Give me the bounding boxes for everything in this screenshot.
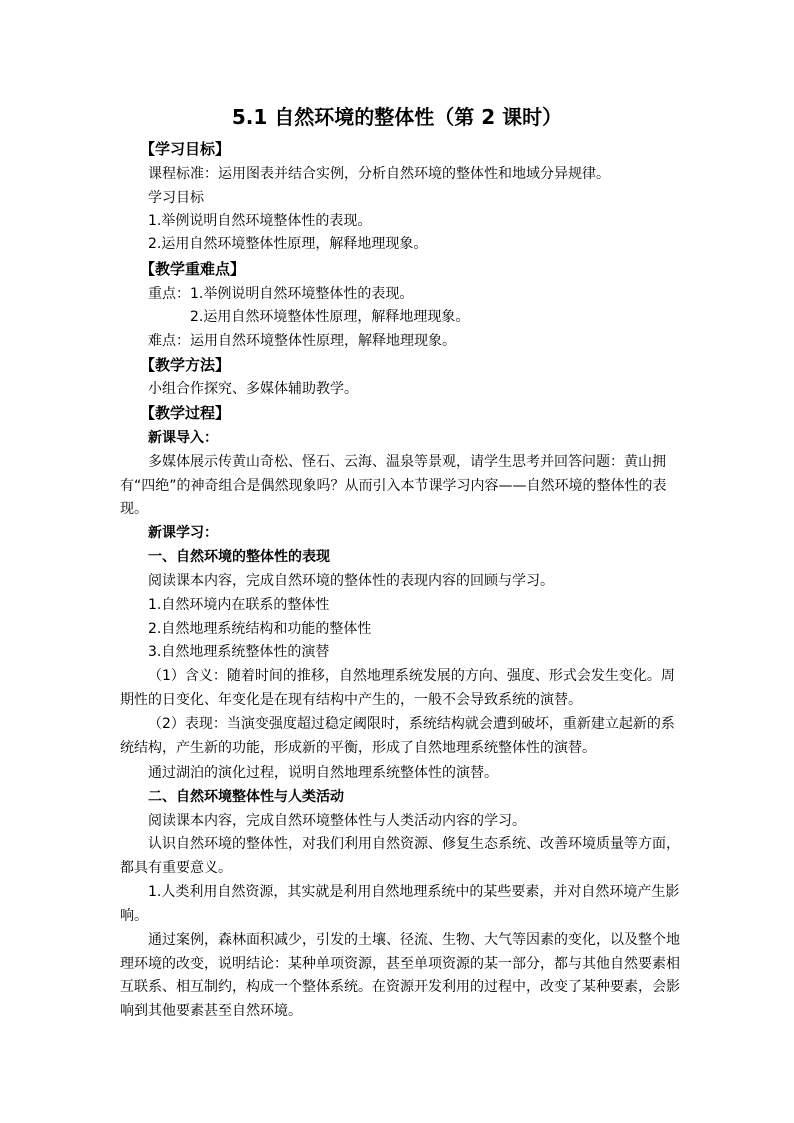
part2-case: 通过案例，森林面积减少，引发的土壤、径流、生物、大气等因素的变化，以及整个地理环境的改变，说明结论：某种单项资源，甚至单项资源的某一部分，都与其他自然要素相互联系、相互制约，构成一个整体系统。在资源开发利用的过程中，改变了某种要素，会影响到其他要素甚至自然环境。 bbox=[120, 932, 680, 1019]
section-heading-process: 【教学过程】 bbox=[140, 404, 231, 422]
teaching-method: 小组合作探究、多媒体辅助教学。 bbox=[148, 381, 358, 397]
key-point: 2.运用自然环境整体性原理，解释地理现象。 bbox=[190, 309, 470, 325]
new-lesson-label: 新课学习： bbox=[148, 525, 218, 541]
part1-item: 2.自然地理系统结构和功能的整体性 bbox=[148, 621, 372, 637]
part2-item: 1.人类利用自然资源，其实就是利用自然地理系统中的某些要素，并对自然环境产生影响。 bbox=[120, 884, 680, 924]
part1-heading: 一、自然环境的整体性的表现 bbox=[148, 549, 330, 565]
part1-read: 阅读课本内容，完成自然环境的整体性的表现内容的回顾与学习。 bbox=[148, 573, 554, 589]
part1-meaning: （1）含义：随着时间的推移，自然地理系统发展的方向、强度、形式会发生变化。周期性的日变化、年变化是在现有结构中产生的，一般不会导致系统的演替。 bbox=[120, 668, 675, 708]
goal-item: 1.举例说明自然环境整体性的表现。 bbox=[148, 213, 372, 229]
part2-read: 阅读课本内容，完成自然环境整体性与人类活动内容的学习。 bbox=[148, 813, 526, 829]
goal-item: 2.运用自然环境整体性原理，解释地理现象。 bbox=[148, 236, 428, 252]
intro-paragraph: 多媒体展示传黄山奇松、怪石、云海、温泉等景观，请学生思考并回答问题：黄山拥有“四绝”的神奇组合是偶然现象吗？从而引入本节课学习内容——自然环境的整体性的表现。 bbox=[120, 454, 667, 517]
part1-item: 3.自然地理系统整体性的演替 bbox=[148, 644, 330, 660]
goals-label: 学习目标 bbox=[148, 190, 204, 206]
key-point: 重点：1.举例说明自然环境整体性的表现。 bbox=[148, 286, 414, 302]
section-heading-method: 【教学方法】 bbox=[140, 356, 231, 374]
part1-lake-example: 通过湖泊的演化过程，说明自然地理系统整体性的演替。 bbox=[148, 765, 498, 781]
curriculum-standard: 课程标准：运用图表并结合实例，分析自然环境的整体性和地域分异规律。 bbox=[148, 166, 610, 182]
part2-heading: 二、自然环境整体性与人类活动 bbox=[148, 789, 344, 805]
part1-expression: （2）表现：当演变强度超过稳定阈限时，系统结构就会遭到破坏，重新建立起新的系统结构，产生新的功能，形成新的平衡，形成了自然地理系统整体性的演替。 bbox=[120, 716, 675, 756]
section-heading-goals: 【学习目标】 bbox=[140, 140, 231, 158]
part2-meaning: 认识自然环境的整体性，对我们利用自然资源、修复生态系统、改善环境质量等方面，都具有重要意义。 bbox=[120, 836, 680, 876]
difficult-point: 难点：运用自然环境整体性原理，解释地理现象。 bbox=[148, 333, 456, 349]
section-heading-key-points: 【教学重难点】 bbox=[140, 260, 246, 278]
page-title: 5.1 自然环境的整体性（第 2 课时） bbox=[231, 105, 563, 129]
part1-item: 1.自然环境内在联系的整体性 bbox=[148, 597, 330, 613]
intro-label: 新课导入： bbox=[148, 430, 218, 446]
